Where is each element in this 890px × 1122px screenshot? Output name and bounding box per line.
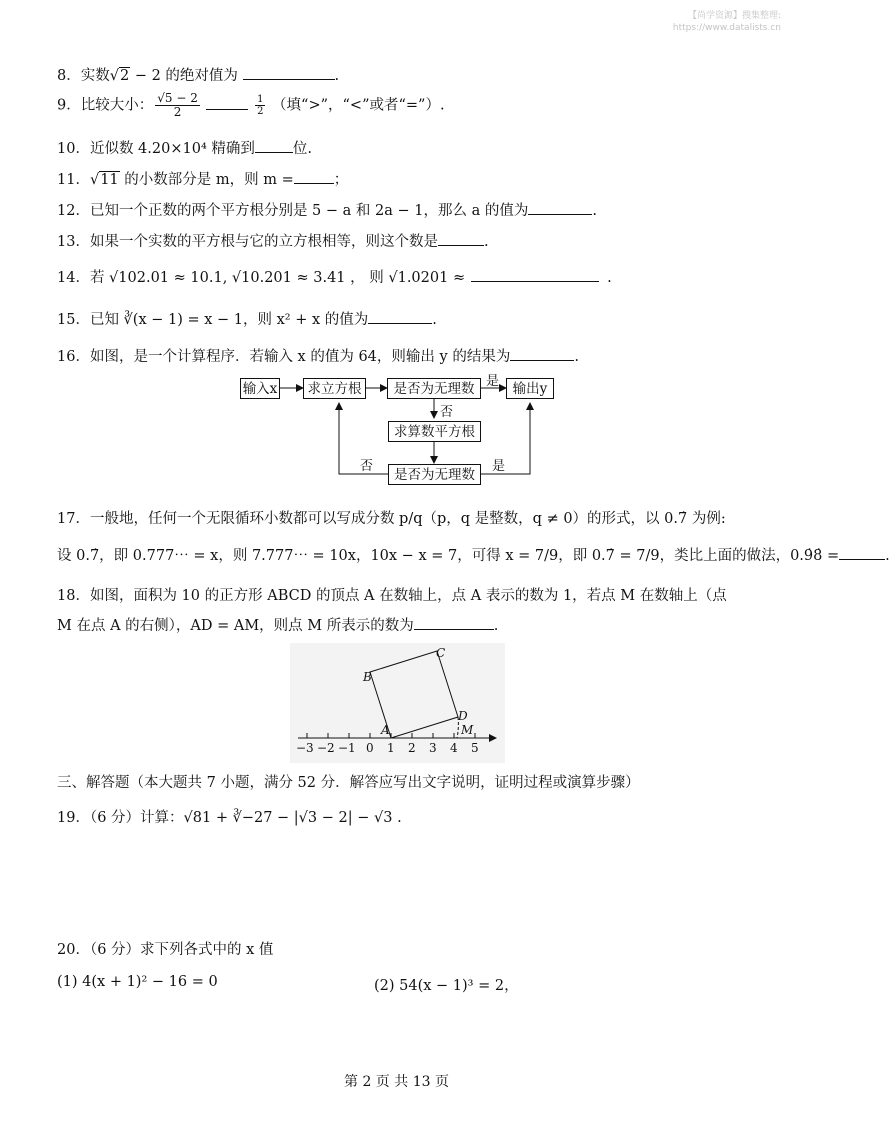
page-footer: 第 2 页 共 13 页 [344, 1074, 449, 1090]
label-B: B [363, 670, 372, 684]
q11-mid: 的小数部分是 m，则 m = [119, 172, 294, 188]
question-20-part1: (1) 4(x + 1)² − 16 = 0 [57, 974, 218, 990]
q10-prefix: 10．近似数 4.20×10⁴ 精确到 [57, 141, 255, 157]
question-18-line1: 18．如图，面积为 10 的正方形 ABCD 的顶点 A 在数轴上，点 A 表示的数为 1，若点 M 在数轴上（点 [57, 588, 727, 604]
tick-label: 3 [429, 741, 437, 755]
flowchart-cube-root-box: 求立方根 [303, 378, 366, 399]
tick-label: −3 [296, 741, 314, 755]
q11-prefix: 11． [57, 172, 90, 188]
flowchart-input-box: 输入x [240, 378, 280, 399]
q15-end: . [432, 312, 437, 328]
tick-label: 1 [387, 741, 395, 755]
q9-frac-den: 2 [173, 105, 182, 119]
label-A: A [381, 723, 390, 737]
question-11: 11．√11 的小数部分是 m，则 m = ； [57, 168, 348, 189]
q14-end: . [607, 270, 612, 286]
label-M: M [461, 723, 474, 737]
flowchart-output-box: 输出y [506, 378, 554, 399]
section-3-heading: 三、解答题（本大题共 7 小题，满分 52 分．解答应写出文字说明，证明过程或演算步骤） [57, 775, 640, 791]
q18-answer-blank [414, 615, 494, 630]
tick-label: −2 [317, 741, 335, 755]
q9-frac-num: √5 − 2 [157, 91, 198, 105]
question-17-line2 [57, 544, 890, 565]
q10-end: 位. [292, 141, 312, 157]
q9-end: （填“>”，“<”或者“=”）. [272, 97, 445, 114]
q8-prefix: 8．实数 [57, 68, 110, 84]
q8-end: . [334, 68, 340, 84]
q17-line2-text: 设 0.7̇，即 0.777⋯ = x，则 7.777⋯ = 10x，10x − x = 7，可得 x = 7/9，即 0.7̇ = 7/9，类比上面的做法，0.9̇8̇ = [57, 548, 840, 564]
watermark-line1: 【尚学资源】搜集整理: [687, 11, 781, 21]
q9-prefix: 9．比较大小： [57, 97, 154, 114]
flowchart-irrational-check-2: 是否为无理数 [388, 464, 481, 485]
tick-label: 2 [408, 741, 416, 755]
q11-radical: 11 [100, 172, 119, 188]
q16-end: . [574, 349, 579, 365]
q8-after: − 2 的绝对值为 [130, 68, 238, 84]
q18-line2-text: M 在点 A 的右侧），AD = AM，则点 M 所表示的数为 [57, 618, 414, 634]
label-C: C [436, 646, 446, 660]
flowchart-no-mid-label: 否 [440, 405, 454, 420]
question-20: 20．（6 分）求下列各式中的 x 值 [57, 942, 274, 958]
question-19: 19．（6 分）计算：√81 + ∛−27 − |√3 − 2| − √3 . [57, 810, 402, 826]
flowchart-irrational-check-1: 是否为无理数 [387, 378, 481, 399]
q13-text: 13．如果一个实数的平方根与它的立方根相等，则这个数是 [57, 234, 438, 250]
flowchart-no-left-label: 否 [360, 459, 374, 474]
question-8: 8．实数√2 − 2 的绝对值为 . [57, 64, 339, 85]
flowchart-yes-top-label: 是 [486, 374, 500, 389]
flowchart-square-root-box: 求算数平方根 [388, 421, 481, 442]
q8-radical: 2 [119, 68, 130, 84]
q9-half-num: 1 [257, 94, 264, 105]
q12-end: . [592, 203, 597, 219]
q16-text: 16．如图，是一个计算程序．若输入 x 的值为 64，则输出 y 的结果为 [57, 349, 511, 365]
label-D: D [458, 709, 468, 723]
q17-end: . [885, 548, 890, 564]
question-17-line1: 17．一般地，任何一个无限循环小数都可以写成分数 p/q（p，q 是整数，q ≠ 0）的形式，以 0.7̇ 为例: [57, 511, 726, 527]
q14-text: 14．若 √102.01 ≈ 10.1, √10.201 ≈ 3.41 ， 则 √1.0201 ≈ [57, 270, 466, 286]
watermark-line2: https://www.datalists.cn [672, 23, 781, 33]
question-20-part2: (2) 54(x − 1)³ = 2， [374, 978, 519, 994]
q15-text: 15．已知 ∛(x − 1) = x − 1，则 x² + x 的值为 [57, 312, 369, 328]
tick-label: 0 [366, 741, 374, 755]
tick-label: 4 [450, 741, 458, 755]
q13-end: . [483, 234, 489, 250]
flowchart-yes-right-label: 是 [492, 459, 506, 474]
q17-answer-blank [839, 545, 885, 560]
tick-label: 5 [471, 741, 479, 755]
q11-end: ； [333, 172, 349, 188]
question-18-line2 [57, 614, 498, 635]
tick-label: −1 [338, 741, 356, 755]
q9-half-den: 2 [257, 106, 264, 117]
q12-text: 12．已知一个正数的两个平方根分别是 5 − a 和 2a − 1，那么 a 的值为 [57, 203, 529, 219]
q18-end: . [493, 618, 499, 634]
